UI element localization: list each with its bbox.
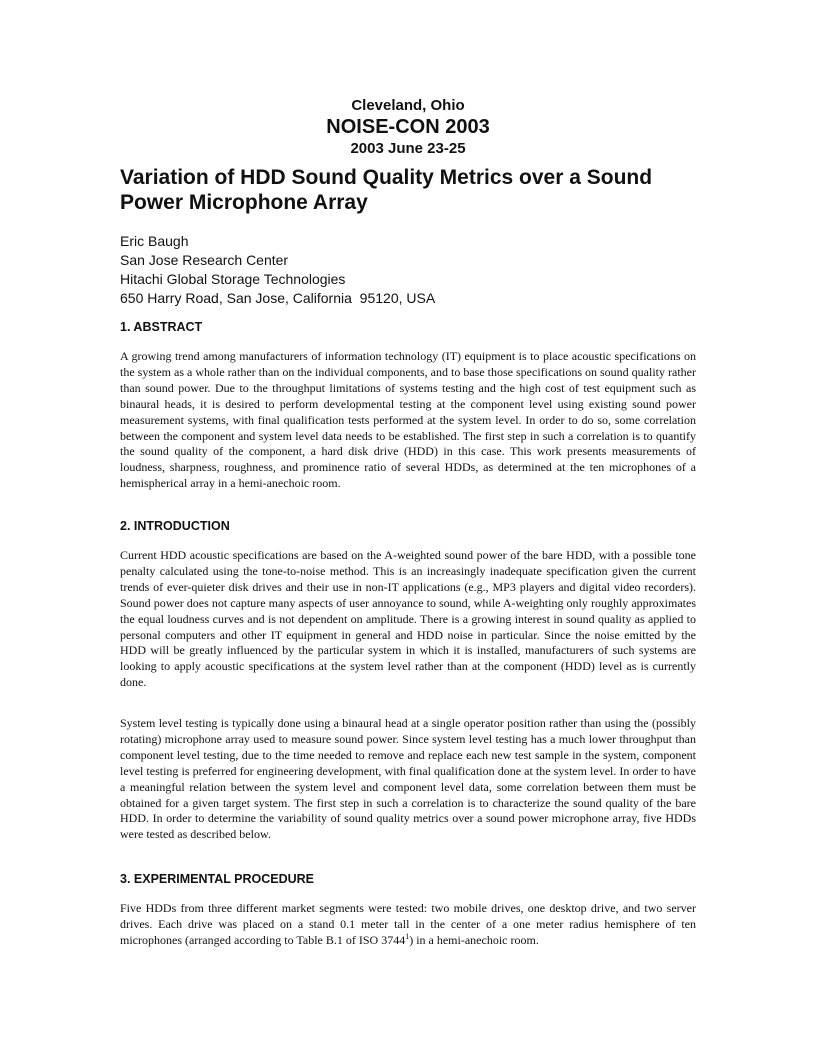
abstract-heading: 1. ABSTRACT (120, 320, 203, 334)
procedure-text-start: Five HDDs from three different market segments were tested: two mobile drives, one desktop drive, and two server drives. Each drive was placed on a stand 0.1 meter tall in the center of a one meter radius hemisphere of ten microphones (arranged according to Table B.1 of ISO 3744 (120, 901, 696, 947)
author-organization: San Jose Research Center (120, 252, 289, 268)
conference-name: NOISE-CON 2003 (326, 116, 490, 138)
author-name: Eric Baugh (120, 233, 189, 249)
procedure-heading: 3. EXPERIMENTAL PROCEDURE (120, 872, 315, 886)
author-address: 650 Harry Road, San Jose, California 95120, USA (120, 290, 436, 306)
procedure-text-end: ) in a hemi-anechoic room. (409, 932, 539, 947)
paper-title: Variation of HDD Sound Quality Metrics over a Sound Power Microphone Array (120, 166, 653, 214)
abstract-paragraph: A growing trend among manufacturers of information technology (IT) equipment is to place acoustic specifications on the system as a whole rather than on the individual components, and to base those specifications on sound quality rather than sound power. Due to the throughput limitations of systems testing and the high cost of test equipment such as binaural heads, it is desired to perform developmental testing at the component level using existing sound power measurement systems, with final qualification tests performed at the system level. In order to do so, some correlation between the component and system level data needs to be established. The first step in such a correlation is to quantify the sound quality of the component, a hard disk drive (HDD) in this case. This work presents measurements of loudness, sharpness, roughness, and prominence ratio of several HDDs, as determined at the ten microphones of a hemispherical array in a hemi-anechoic room. (120, 349, 696, 491)
procedure-paragraph (120, 901, 696, 949)
conference-dates: 2003 June 23-25 (350, 140, 466, 157)
reference-superscript: 1 (405, 931, 410, 941)
introduction-paragraph-1: Current HDD acoustic specifications are based on the A-weighted sound power of the bare HDD, with a possible tone penalty calculated using the tone-to-noise method. This is an increasingly inadequate specification given the current trends of ever-quieter disk drives and their use in non-IT applications (e.g., MP3 players and digital video recorders). Sound power does not capture many aspects of user annoyance to sound, while A-weighting only roughly approximates the equal loudness curves and is not dependent on amplitude. There is a growing interest in sound quality as applied to personal computers and other IT equipment in general and HDD noise in particular. Since the noise emitted by the HDD will be greatly influenced by the particular system in which it is installed, manufacturers of such systems are looking to apply acoustic specifications at the system level rather than at the component (HDD) level as is currently done. (120, 548, 696, 690)
author-block (120, 232, 435, 308)
introduction-heading: 2. INTRODUCTION (120, 519, 230, 533)
conference-header (120, 96, 696, 158)
conference-city: Cleveland, Ohio (351, 97, 465, 114)
author-company: Hitachi Global Storage Technologies (120, 271, 346, 287)
introduction-paragraph-2: System level testing is typically done using a binaural head at a single operator position rather than using the (possibly rotating) microphone array used to measure sound power. Since system level testing has a much lower throughput than component level testing, due to the time needed to remove and replace each new test sample in the system, component level testing is preferred for engineering development, with final qualification done at the system level. In order to have a meaningful relation between the system level and component level data, some correlation between them must be obtained for a given target system. The first step in such a correlation is to characterize the sound quality of the bare HDD. In order to determine the variability of sound quality metrics over a sound power microphone array, five HDDs were tested as described below. (120, 716, 696, 842)
